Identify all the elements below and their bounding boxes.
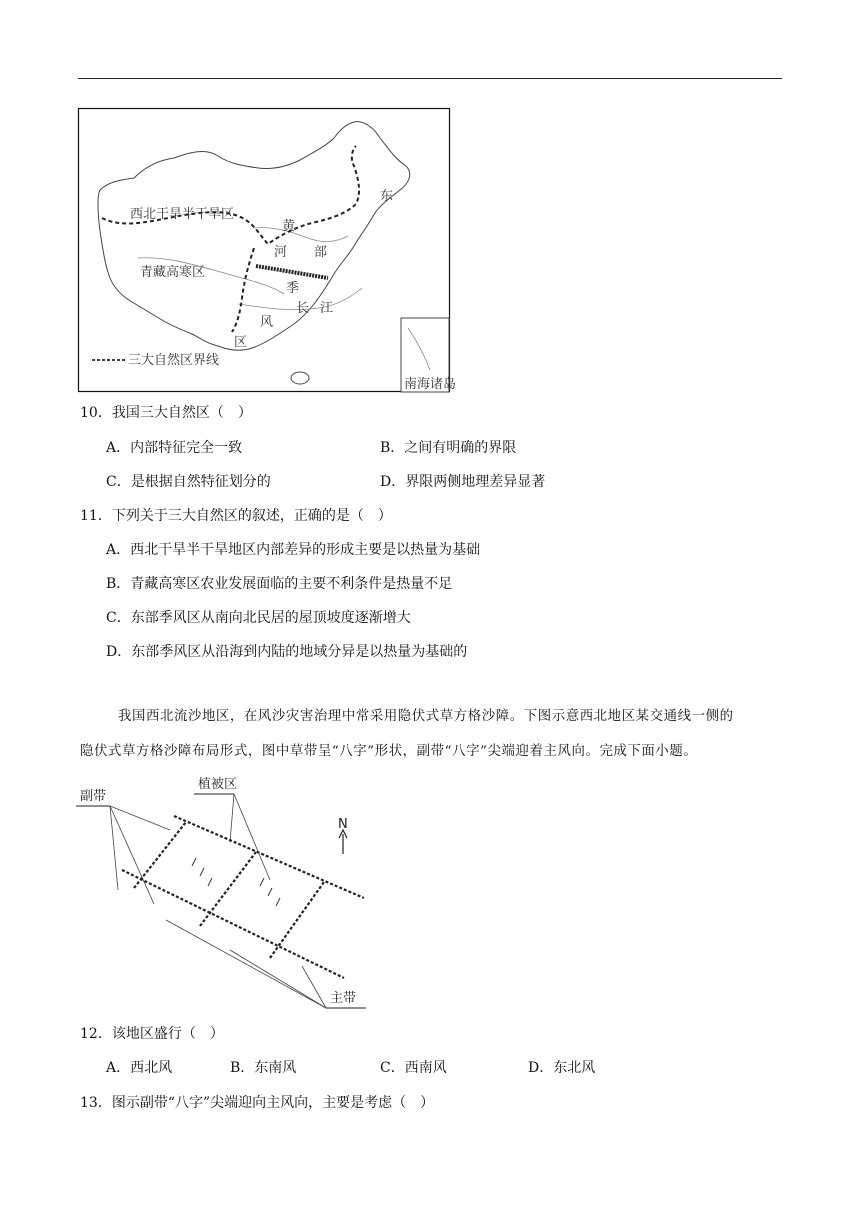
question-13-stem: 13．图示副带“八字”尖端迎向主风向，主要是考虑（ ） bbox=[80, 1095, 435, 1111]
question-10-stem: 10．我国三大自然区（ ） bbox=[80, 405, 252, 421]
question-12-stem: 12．该地区盛行（ ） bbox=[80, 1026, 224, 1042]
label-chang: 长 bbox=[296, 301, 310, 316]
question-11-option-c[interactable]: C．东部季风区从南向北民居的屋顶坡度逐渐增大 bbox=[106, 610, 411, 626]
label-ji: 季 bbox=[286, 281, 300, 296]
question-10-option-a[interactable]: A．内部特征完全一致 bbox=[106, 440, 243, 456]
label-bu: 部 bbox=[314, 245, 328, 260]
question-11-stem: 11．下列关于三大自然区的叙述，正确的是（ ） bbox=[80, 508, 392, 524]
header-rule bbox=[78, 78, 782, 79]
main-band-stroke bbox=[174, 816, 364, 898]
question-10-option-b[interactable]: B．之间有明确的界限 bbox=[380, 440, 517, 456]
label-qingzang: 青藏高寒区 bbox=[140, 265, 206, 280]
sub-band-label: 副带 bbox=[80, 789, 107, 804]
question-12-option-a[interactable]: A．西北风 bbox=[106, 1060, 173, 1076]
main-band-stroke bbox=[122, 870, 344, 978]
question-11-option-a[interactable]: A．西北干旱半干旱地区内部差异的形成主要是以热量为基础 bbox=[106, 542, 481, 558]
sub-band-stroke bbox=[200, 852, 256, 926]
vegetation-zone-label: 植被区 bbox=[198, 777, 238, 792]
sub-band-stroke bbox=[270, 882, 324, 958]
label-northwest: 西北干旱半干旱区 bbox=[130, 207, 235, 222]
question-11-option-b[interactable]: B．青藏高寒区农业发展面临的主要不利条件是热量不足 bbox=[106, 576, 453, 592]
vegetation-patches bbox=[192, 858, 280, 906]
question-12-option-c[interactable]: C．西南风 bbox=[380, 1060, 447, 1076]
china-natural-regions-map bbox=[78, 108, 457, 392]
map-frame bbox=[79, 109, 450, 392]
label-qu: 区 bbox=[234, 335, 248, 350]
label-he: 河 bbox=[274, 245, 288, 260]
question-10-option-d[interactable]: D．界限两侧地理差异显著 bbox=[380, 474, 546, 490]
intro-line-2: 隐伏式草方格沙障布局形式，图中草带呈“八字”形状，副带“八字”尖端迎着主风向。完成下面小题。 bbox=[80, 744, 698, 759]
label-feng: 风 bbox=[260, 315, 274, 330]
intro-line-1: 我国西北流沙地区，在风沙灾害治理中常采用隐伏式草方格沙障。下图示意西北地区某交通线一侧的 bbox=[118, 709, 734, 724]
question-11-option-d[interactable]: D．东部季风区从沿海到内陆的地域分异是以热量为基础的 bbox=[106, 644, 468, 660]
map-figure bbox=[78, 108, 457, 392]
label-east: 东 bbox=[380, 189, 394, 204]
barrier-figure bbox=[74, 772, 394, 1012]
north-label: N bbox=[338, 817, 348, 832]
sub-band-stroke bbox=[134, 822, 186, 888]
question-10-option-c[interactable]: C．是根据自然特征划分的 bbox=[106, 474, 271, 490]
question-12-option-d[interactable]: D．东北风 bbox=[528, 1060, 596, 1076]
sand-barrier-diagram bbox=[74, 772, 394, 1012]
legend-label: 三大自然区界线 bbox=[128, 353, 220, 368]
label-huang: 黄 bbox=[282, 219, 296, 234]
question-12-option-b[interactable]: B．东南风 bbox=[230, 1060, 297, 1076]
main-band-label: 主带 bbox=[330, 991, 357, 1006]
label-jiang: 江 bbox=[320, 301, 334, 316]
inset-label: 南海诸岛 bbox=[404, 377, 457, 392]
